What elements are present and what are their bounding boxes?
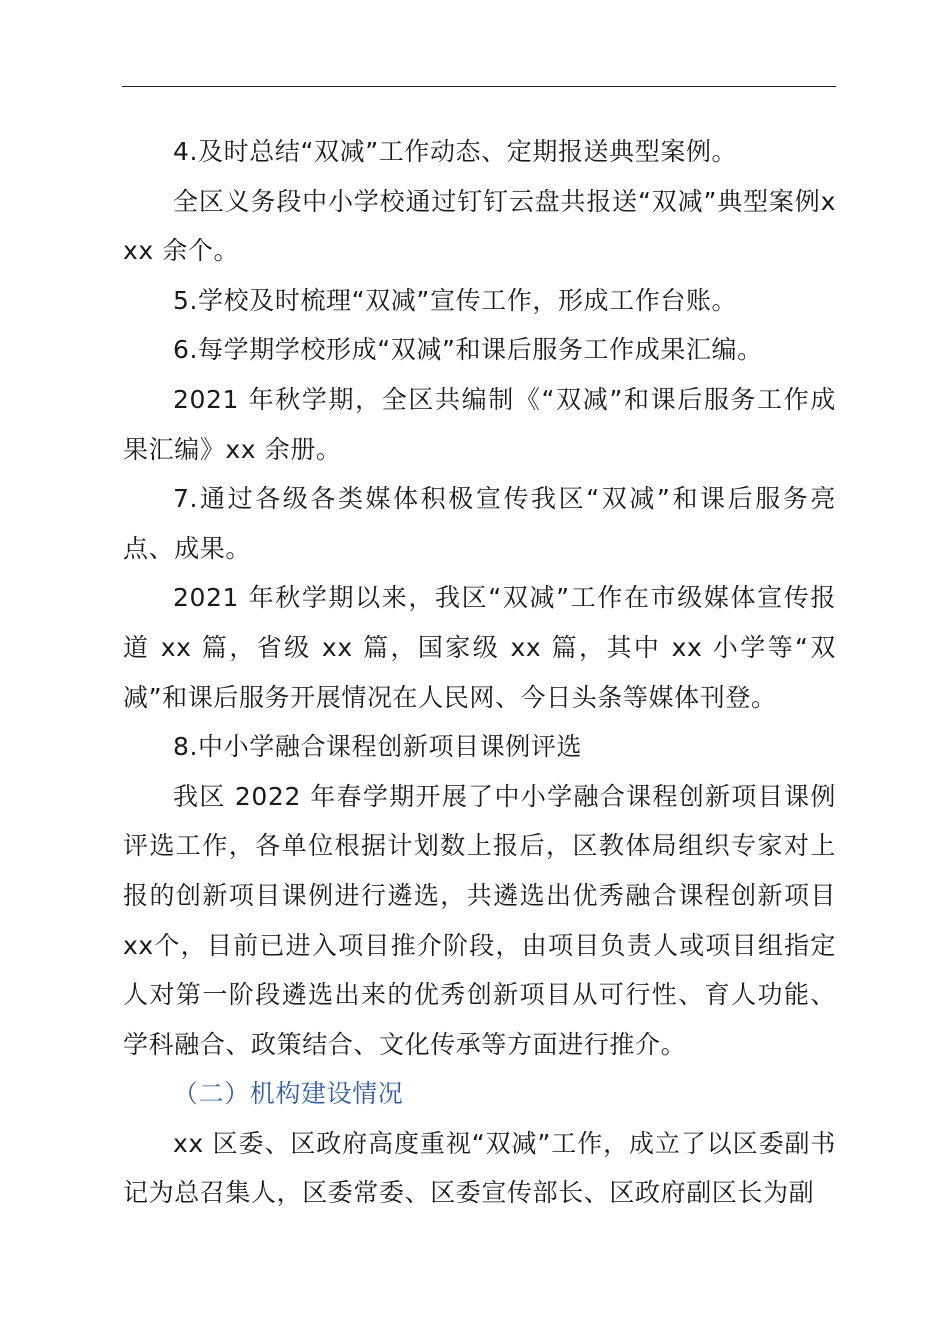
paragraph-item-7: 7.通过各级各类媒体积极宣传我区“双减”和课后服务亮点、成果。	[123, 484, 836, 563]
paragraph-course-selection: 我区 2022 年春学期开展了中小学融合课程创新项目课例评选工作，各单位根据计划数上报后，区教体局组织专家对上报的创新项目课例进行遴选，共遴选出优秀融合课程创新项目 xx个，目前已进入项目推介阶段，由项目负责人或项目组指定人对第一阶段遴选出来的优秀创新项目从可行性、育人功能、学科融合、政策结合、文化传承等方面进行推介。	[123, 781, 836, 1059]
document-body	[123, 127, 836, 1218]
paragraph-organization: xx 区委、区政府高度重视“双减”工作，成立了以区委副书记为总召集人，区委常委、区委宣传部长、区政府副区长为副	[123, 1128, 836, 1208]
paragraph-item-8: 8.中小学融合课程创新项目课例评选	[173, 732, 583, 762]
paragraph-item-5: 5.学校及时梳理“双减”宣传工作，形成工作台账。	[173, 285, 738, 315]
paragraph-item-6: 6.每学期学校形成“双减”和课后服务工作成果汇编。	[173, 335, 763, 365]
paragraph-item-4: 4.及时总结“双减”工作动态、定期报送典型案例。	[173, 137, 738, 166]
paragraph-case-report: 全区义务段中小学校通过钉钉云盘共报送“双减”典型案例xxx 余个。	[123, 186, 836, 266]
header-rule	[122, 86, 836, 87]
paragraph-compilation: 2021 年秋学期，全区共编制《“双减”和课后服务工作成果汇编》xx 余册。	[123, 384, 836, 464]
section-heading: （二）机构建设情况	[173, 1079, 404, 1109]
paragraph-media-coverage: 2021 年秋学期以来，我区“双减”工作在市级媒体宣传报道 xx 篇，省级 xx 篇，国家级 xx 篇，其中 xx 小学等“双减”和课后服务开展情况在人民网、今日头条等媒体刊登。	[123, 583, 836, 712]
